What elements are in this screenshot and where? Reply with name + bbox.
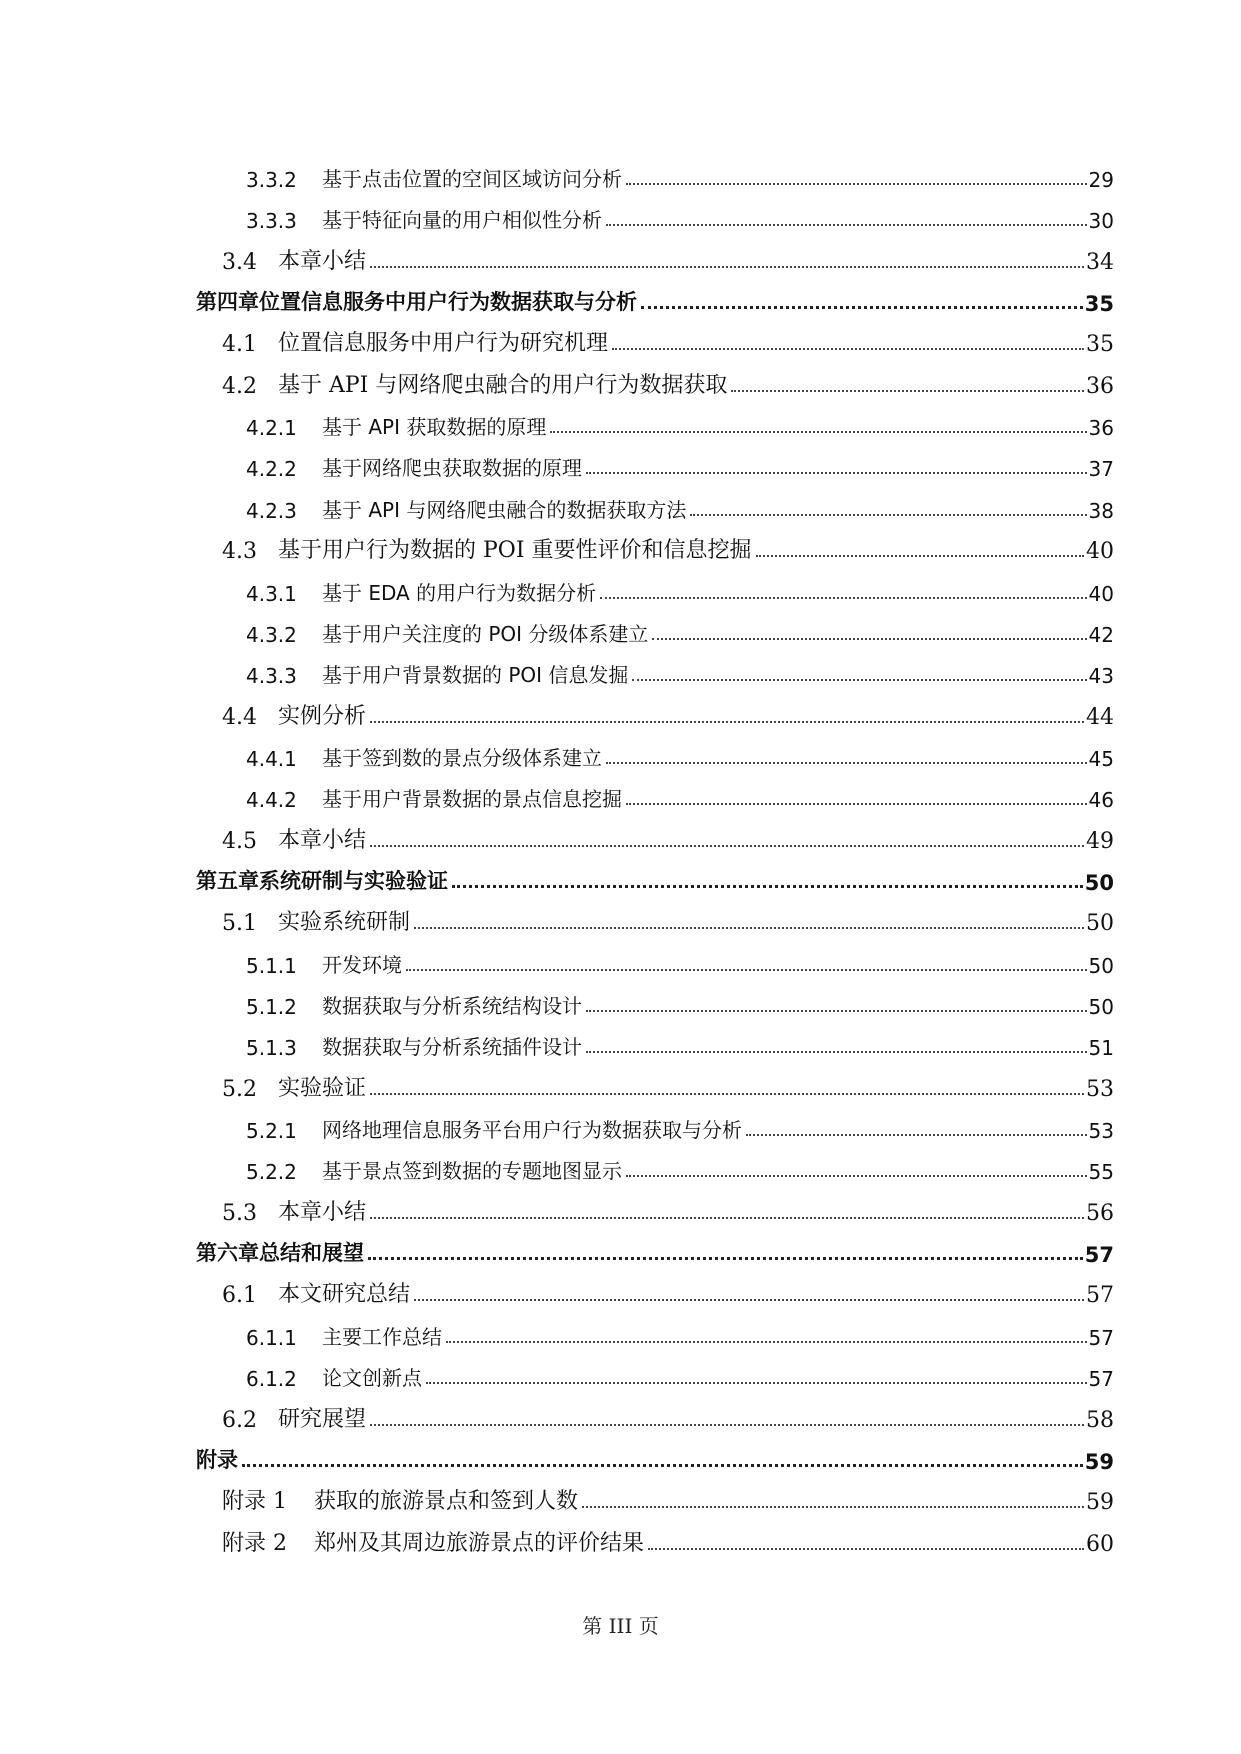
toc-entry-page-number: 49 [1086, 828, 1114, 854]
dot-leader [632, 679, 1086, 681]
toc-entry-title: 第六章总结和展望 [196, 1241, 364, 1266]
toc-entry-number: 5.1.1 [246, 953, 297, 978]
toc-entry-number: 5.1.2 [246, 995, 297, 1019]
toc-entry-title: 本章小结 [278, 248, 367, 274]
toc-entry[interactable] [196, 855, 1114, 895]
toc-entry-title: 基于用户背景数据的景点信息挖掘 [322, 787, 622, 812]
toc-entry-number: 6.2 [222, 1407, 257, 1433]
toc-entry[interactable] [222, 896, 1114, 936]
toc-entry[interactable] [246, 607, 1114, 647]
toc-entry[interactable] [246, 648, 1114, 688]
toc-entry[interactable] [246, 1020, 1114, 1060]
toc-entry-number: 5.2 [222, 1076, 257, 1102]
toc-entry-page-number: 44 [1086, 704, 1114, 730]
toc-entry[interactable] [246, 772, 1114, 812]
toc-entry-number: 4.4.1 [246, 746, 297, 771]
toc-entry-page-number: 30 [1088, 209, 1114, 234]
dot-leader [370, 1217, 1084, 1219]
toc-entry[interactable] [222, 690, 1114, 730]
toc-entry-title: 基于景点签到数据的专题地图显示 [322, 1159, 622, 1184]
toc-entry[interactable] [246, 400, 1114, 440]
toc-entry-number: 4.4.2 [246, 788, 297, 813]
toc-entry-number: 4.3.1 [246, 581, 297, 606]
dot-leader [756, 555, 1084, 557]
toc-entry-number: 6.1.1 [246, 1325, 297, 1350]
toc-entry[interactable] [246, 1310, 1114, 1350]
dot-leader [242, 1464, 1083, 1467]
toc-entry-page-number: 60 [1086, 1531, 1114, 1557]
toc-entry-number: 6.1.2 [246, 1367, 297, 1392]
toc-entry-page-number: 57 [1086, 1283, 1114, 1309]
toc-entry[interactable] [246, 731, 1114, 771]
dot-leader [582, 1506, 1084, 1508]
toc-entry-number: 4.1 [222, 332, 257, 358]
dot-leader [586, 1010, 1087, 1012]
toc-entry-title: 开发环境 [322, 952, 402, 977]
toc-entry-number: 4.3.3 [246, 664, 297, 689]
toc-entry-number: 3.3.3 [246, 209, 297, 234]
toc-entry[interactable] [246, 1351, 1114, 1391]
toc-entry-page-number: 50 [1088, 995, 1114, 1019]
toc-entry[interactable] [222, 1062, 1114, 1102]
toc-entry-title: 数据获取与分析系统结构设计 [322, 994, 582, 1018]
toc-entry-page-number: 53 [1086, 1076, 1114, 1102]
toc-entry-page-number: 59 [1086, 1490, 1114, 1516]
dot-leader [648, 1548, 1084, 1550]
dot-leader [586, 1051, 1087, 1053]
toc-entry-title: 本文研究总结 [278, 1282, 411, 1308]
toc-entry-page-number: 40 [1088, 581, 1114, 606]
toc-entry-number: 4.2.2 [246, 457, 297, 482]
dot-leader [414, 1299, 1084, 1301]
toc-entry[interactable] [222, 235, 1114, 275]
toc-entry-number: 5.2.2 [246, 1160, 297, 1185]
toc-entry-title: 基于用户关注度的 POI 分级体系建立 [322, 621, 649, 646]
toc-entry-title: 基于网络爬虫获取数据的原理 [322, 456, 582, 481]
toc-entry-number: 5.2.1 [246, 1119, 297, 1144]
toc-entry-title: 研究展望 [278, 1406, 367, 1432]
toc-entry-number: 6.1 [222, 1283, 257, 1309]
toc-entry[interactable] [246, 979, 1114, 1019]
toc-entry[interactable] [196, 1434, 1114, 1474]
toc-entry-number: 4.3.2 [246, 622, 297, 647]
toc-entry-title: 第四章位置信息服务中用户行为数据获取与分析 [196, 290, 637, 315]
toc-entry-page-number: 29 [1088, 168, 1114, 192]
toc-entry-title: 本章小结 [278, 1199, 367, 1225]
toc-entry-title: 基于 API 与网络爬虫融合的用户行为数据获取 [278, 372, 728, 398]
toc-entry-page-number: 34 [1086, 249, 1114, 275]
toc-entry-page-number: 38 [1088, 498, 1114, 523]
toc-entry-number: 4.2 [222, 373, 257, 399]
toc-entry-title: 基于 API 获取数据的原理 [322, 415, 547, 440]
dot-leader [550, 431, 1086, 433]
toc-entry-number: 附录 2 [222, 1530, 287, 1556]
toc-entry[interactable] [222, 1393, 1114, 1433]
toc-entry[interactable] [222, 317, 1114, 357]
toc-entry[interactable] [222, 1268, 1114, 1308]
dot-leader [626, 803, 1087, 805]
toc-entry-page-number: 50 [1088, 953, 1114, 978]
toc-entry-title: 第五章系统研制与实验验证 [196, 868, 448, 893]
toc-entry-title: 本章小结 [278, 827, 367, 853]
dot-leader [370, 845, 1084, 847]
toc-entry-title: 实验系统研制 [278, 910, 411, 936]
toc-entry[interactable] [196, 276, 1114, 316]
dot-leader [586, 472, 1087, 474]
toc-entry[interactable] [222, 359, 1114, 399]
dot-leader [452, 885, 1083, 888]
toc-entry-number: 5.3 [222, 1200, 257, 1226]
dot-leader [370, 1424, 1084, 1426]
dot-leader [406, 969, 1087, 971]
toc-entry-title: 基于特征向量的用户相似性分析 [322, 208, 602, 233]
toc-entry-number: 4.2.1 [246, 416, 297, 441]
toc-entry-page-number: 35 [1086, 332, 1114, 358]
toc-entry-title: 网络地理信息服务平台用户行为数据获取与分析 [322, 1118, 742, 1143]
toc-entry[interactable] [222, 1517, 1114, 1557]
toc-entry-number: 4.2.3 [246, 498, 297, 523]
toc-entry[interactable] [222, 814, 1114, 854]
toc-entry-page-number: 37 [1088, 457, 1114, 482]
toc-entry[interactable] [246, 566, 1114, 606]
toc-entry[interactable] [246, 938, 1114, 978]
dot-leader [606, 224, 1087, 226]
toc-entry-number: 5.1 [222, 911, 257, 937]
dot-leader [446, 1341, 1087, 1343]
page-footer: 第 III 页 [582, 1614, 659, 1638]
toc-entry-number: 5.1.3 [246, 1036, 297, 1061]
toc-entry-page-number: 58 [1086, 1407, 1114, 1433]
toc-entry-title: 基于 API 与网络爬虫融合的数据获取方法 [322, 497, 687, 522]
dot-leader [652, 638, 1086, 640]
dot-leader [641, 306, 1083, 309]
toc-entry-page-number: 51 [1088, 1036, 1114, 1061]
toc-entry-page-number: 42 [1088, 622, 1114, 647]
toc-entry[interactable] [222, 1186, 1114, 1226]
toc-entry[interactable] [246, 1144, 1114, 1184]
toc-entry-number: 4.3 [222, 539, 257, 565]
toc-entry-title: 基于签到数的景点分级体系建立 [322, 745, 602, 770]
toc-entry-title: 主要工作总结 [322, 1324, 442, 1349]
dot-leader [414, 927, 1084, 929]
toc-entry-title: 获取的旅游景点和签到人数 [314, 1489, 579, 1515]
toc-entry-page-number: 56 [1086, 1200, 1114, 1226]
toc-entry-page-number: 36 [1086, 373, 1114, 399]
toc-entry-title: 基于 EDA 的用户行为数据分析 [322, 580, 597, 605]
dot-leader [426, 1382, 1087, 1384]
toc-entry[interactable] [222, 524, 1114, 564]
toc-entry-page-number: 43 [1088, 664, 1114, 689]
dot-leader [626, 1175, 1087, 1177]
dot-leader [746, 1134, 1087, 1136]
toc-entry-title: 实例分析 [278, 703, 367, 729]
toc-entry[interactable] [196, 1227, 1114, 1267]
toc-entry-page-number: 36 [1088, 416, 1114, 441]
toc-entry-page-number: 50 [1086, 911, 1114, 937]
toc-entry-number: 3.4 [222, 249, 257, 275]
dot-leader [690, 514, 1086, 516]
toc-entry-page-number: 53 [1088, 1119, 1114, 1144]
dot-leader [731, 390, 1084, 392]
dot-leader [368, 1257, 1083, 1260]
dot-leader [626, 183, 1087, 185]
toc-entry[interactable] [246, 441, 1114, 481]
toc-entry-title: 数据获取与分析系统插件设计 [322, 1035, 582, 1060]
toc-entry-title: 基于用户行为数据的 POI 重要性评价和信息挖掘 [278, 538, 752, 564]
toc-entry-page-number: 59 [1084, 1449, 1114, 1474]
toc-entry-title: 位置信息服务中用户行为研究机理 [278, 331, 609, 357]
toc-entry-page-number: 50 [1084, 870, 1114, 895]
toc-entry-number: 4.5 [222, 828, 257, 854]
dot-leader [600, 597, 1086, 599]
toc-entry-page-number: 57 [1088, 1325, 1114, 1350]
dot-leader [370, 266, 1084, 268]
toc-entry[interactable] [246, 1103, 1114, 1143]
toc-entry-page-number: 45 [1088, 746, 1114, 771]
toc-entry-page-number: 40 [1086, 539, 1114, 565]
toc-entry-page-number: 55 [1088, 1160, 1114, 1185]
toc-entry[interactable] [246, 193, 1114, 233]
dot-leader [370, 721, 1084, 723]
dot-leader [370, 1093, 1084, 1095]
toc-entry[interactable] [222, 1475, 1114, 1515]
toc-entry-number: 4.4 [222, 704, 257, 730]
toc-entry-page-number: 46 [1088, 788, 1114, 813]
dot-leader [612, 348, 1084, 350]
toc-entry[interactable] [246, 152, 1114, 192]
toc-entry-page-number: 57 [1088, 1367, 1114, 1392]
toc-entry-page-number: 35 [1084, 292, 1114, 317]
toc-entry-number: 3.3.2 [246, 168, 297, 192]
toc-entry-page-number: 57 [1084, 1243, 1114, 1268]
dot-leader [606, 762, 1087, 764]
toc-entry-title: 基于点击位置的空间区域访问分析 [322, 167, 622, 191]
toc-entry-title: 实验验证 [278, 1075, 367, 1101]
toc-entry-title: 基于用户背景数据的 POI 信息发掘 [322, 663, 629, 688]
toc-entry-number: 附录 1 [222, 1489, 287, 1515]
toc-entry[interactable] [246, 483, 1114, 523]
toc-entry-title: 附录 [196, 1447, 238, 1472]
toc-entry-title: 论文创新点 [322, 1366, 422, 1391]
toc-entry-title: 郑州及其周边旅游景点的评价结果 [314, 1530, 645, 1556]
